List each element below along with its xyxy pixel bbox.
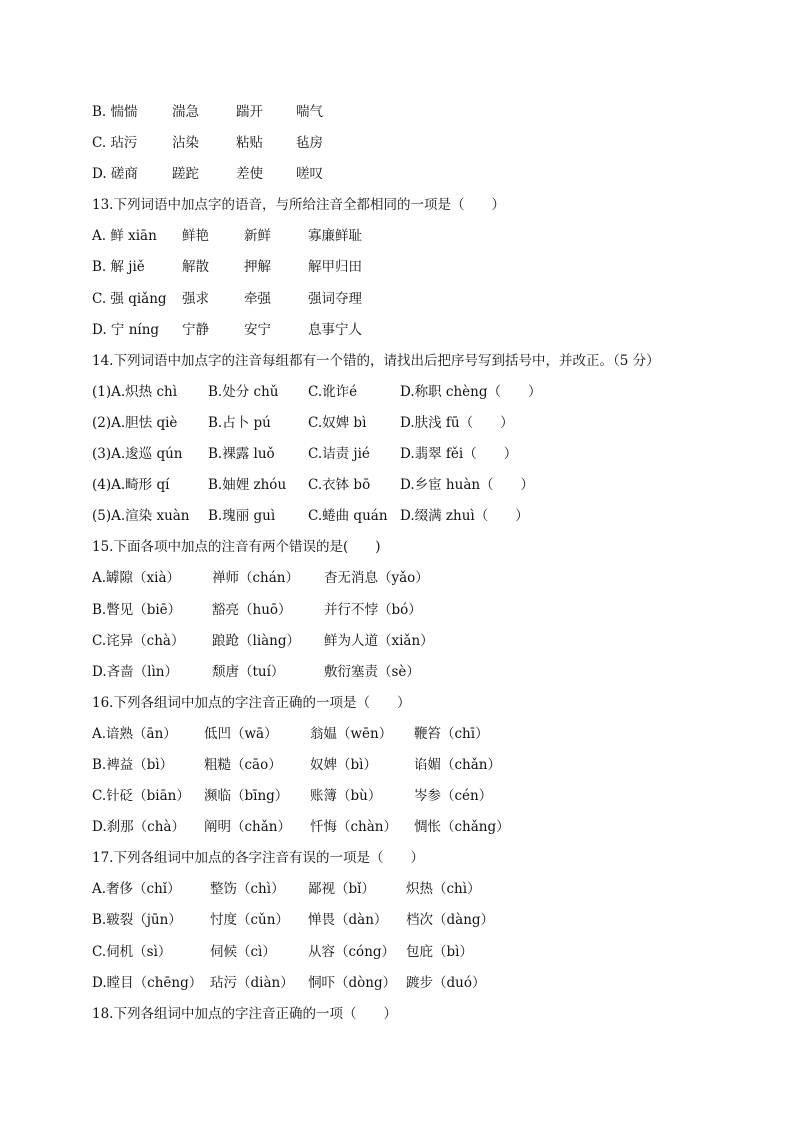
document-content: [92, 97, 742, 1030]
option-cell: B.占卜 pú: [208, 414, 271, 431]
option-cell: C.讹诈é: [308, 383, 358, 400]
question-text: 17.下列各组词中加点的各字注音有误的一项是（ ）: [92, 850, 424, 867]
option-cell: C.衣钵 bō: [308, 477, 371, 494]
option-cell: 低凹（wā）: [204, 725, 278, 742]
option-cell: 踹开: [236, 104, 263, 120]
option-line: [92, 595, 742, 626]
option-cell: D.称职 chèng（ ）: [400, 383, 542, 400]
option-cell: 鲜为人道（xiǎn）: [324, 632, 434, 649]
option-cell: 解甲归田: [308, 259, 362, 276]
option-cell: 牵强: [244, 290, 271, 307]
option-line: [92, 315, 742, 346]
option-cell: 炽热（chì）: [406, 881, 481, 898]
option-cell: (2)A.胆怯 qiè: [92, 414, 178, 431]
option-cell: 账簿（bù）: [310, 788, 382, 805]
option-cell: 蹉跎: [172, 166, 199, 183]
option-cell: 宁静: [182, 321, 209, 338]
option-cell: (1)A.炽热 chì: [92, 383, 178, 400]
option-cell: A. 鲜 xiān: [92, 228, 157, 245]
option-line: [92, 657, 742, 688]
option-cell: 阐明（chǎn）: [204, 819, 291, 836]
option-line: [92, 626, 742, 657]
option-line: [92, 563, 742, 594]
option-cell: A.奢侈（chǐ）: [92, 881, 181, 898]
option-cell: 奴婢（bì）: [310, 756, 377, 773]
option-line: [92, 874, 742, 905]
option-cell: 毡房: [296, 135, 323, 152]
option-cell: B.瞥见（biē）: [92, 601, 182, 618]
option-cell: 息事宁人: [308, 321, 362, 338]
option-line: [92, 470, 742, 501]
option-cell: B.处分 chǔ: [208, 383, 279, 400]
option-cell: B. 惴惴: [92, 104, 138, 120]
option-cell: 差使: [236, 166, 263, 183]
option-cell: C.诧异（chà）: [92, 632, 185, 649]
option-cell: 谄媚（chǎn）: [414, 756, 501, 773]
option-line: [92, 284, 742, 315]
option-cell: 档次（dàng）: [406, 912, 495, 929]
option-cell: 整饬（chì）: [210, 881, 285, 898]
option-cell: 翁媪（wēn）: [310, 725, 393, 742]
question-stem: [92, 532, 742, 563]
option-cell: B.妯娌 zhóu: [208, 477, 287, 494]
option-line: [92, 781, 742, 812]
option-cell: 杳无消息（yǎo）: [324, 570, 429, 587]
option-line: [92, 159, 742, 190]
option-cell: D.乡宦 huàn（ ）: [400, 477, 535, 494]
option-cell: 湍急: [172, 104, 199, 120]
option-cell: 鲜艳: [182, 228, 209, 245]
option-line: [92, 221, 742, 252]
option-cell: 恫吓（dòng）: [308, 974, 397, 991]
option-cell: 从容（cóng）: [308, 943, 396, 960]
option-cell: A.谙熟（ān）: [92, 725, 177, 742]
option-cell: 强求: [182, 290, 209, 307]
option-line: [92, 128, 742, 159]
option-cell: 嗟叹: [296, 166, 323, 183]
option-cell: 包庇（bì）: [406, 943, 473, 960]
question-text: 13.下列词语中加点字的语音，与所给注音全都相同的一项是（ ）: [92, 197, 505, 214]
option-line: [92, 501, 742, 532]
option-cell: D.肤浅 fū（ ）: [400, 414, 514, 431]
option-line: [92, 97, 742, 128]
option-cell: 玷污（diàn）: [210, 974, 294, 991]
option-cell: C. 玷污: [92, 135, 138, 152]
option-cell: A.罅隙（xià）: [92, 570, 181, 587]
option-cell: 伺候（cì）: [210, 943, 276, 960]
question-text: 18.下列各组词中加点的字注音正确的一项（ ）: [92, 1005, 397, 1022]
option-cell: 粗糙（cāo）: [204, 756, 282, 773]
option-cell: 敷衍塞责（sè）: [324, 663, 420, 680]
option-cell: 颓唐（tuí）: [212, 663, 285, 680]
option-cell: 禅师（chán）: [212, 570, 299, 587]
option-cell: 踉跄（liàng）: [212, 632, 301, 649]
question-stem: [92, 843, 742, 874]
option-cell: B.瑰丽 guì: [208, 508, 276, 525]
option-line: [92, 719, 742, 750]
option-cell: B.裨益（bì）: [92, 756, 174, 773]
option-cell: B.裸露 luǒ: [208, 446, 275, 463]
option-cell: 濒临（bīng）: [204, 788, 289, 805]
option-line: [92, 812, 742, 843]
option-line: [92, 252, 742, 283]
option-cell: D.缀满 zhuì（ ）: [400, 508, 529, 525]
option-cell: 沾染: [172, 135, 199, 152]
option-cell: 粘贴: [236, 135, 263, 152]
option-cell: D.刹那（chà）: [92, 819, 185, 836]
option-cell: 鄙视（bǐ）: [308, 881, 375, 898]
question-stem: [92, 190, 742, 221]
option-line: [92, 905, 742, 936]
question-text: 16.下列各组词中加点的字注音正确的一项是（ ）: [92, 694, 411, 711]
option-cell: 惮畏（dàn）: [308, 912, 388, 929]
option-cell: D. 磋商: [92, 166, 138, 183]
option-cell: 豁亮（huō）: [212, 601, 292, 618]
option-cell: 忏悔（chàn）: [310, 819, 397, 836]
option-cell: B. 解 jiě: [92, 259, 145, 276]
option-cell: 鞭笞（chī）: [414, 725, 489, 742]
option-line: [92, 937, 742, 968]
option-line: [92, 377, 742, 408]
option-cell: 忖度（cǔn）: [210, 912, 289, 929]
option-cell: D. 宁 níng: [92, 321, 160, 338]
option-cell: 强词夺理: [308, 290, 362, 307]
option-cell: C.诘责 jié: [308, 446, 370, 463]
option-cell: D.吝啬（lìn）: [92, 663, 178, 680]
option-cell: C.针砭（biān）: [92, 788, 190, 805]
option-cell: 解散: [182, 259, 209, 276]
option-cell: D.瞠目（chēng）: [92, 974, 203, 991]
question-stem: [92, 346, 742, 377]
option-cell: B.皲裂（jūn）: [92, 912, 182, 929]
option-cell: 喘气: [296, 104, 323, 120]
option-cell: C. 强 qiǎng: [92, 290, 167, 307]
option-cell: 押解: [244, 259, 271, 276]
option-cell: C.奴婢 bì: [308, 414, 367, 431]
option-cell: C.蜷曲 quán: [308, 508, 388, 525]
question-text: 14.下列词语中加点字的注音每组都有一个错的，请找出后把序号写到括号中，并改正。（5 分）: [92, 352, 660, 369]
option-cell: 新鲜: [244, 228, 271, 245]
option-cell: C.伺机（sì）: [92, 943, 172, 960]
option-line: [92, 408, 742, 439]
option-cell: 安宁: [244, 321, 271, 338]
option-cell: (5)A.渲染 xuàn: [92, 508, 190, 525]
question-stem: [92, 688, 742, 719]
option-cell: 惆怅（chǎng）: [414, 819, 510, 836]
option-line: [92, 439, 742, 470]
option-line: [92, 968, 742, 999]
question-stem: [92, 999, 742, 1030]
question-text: 15.下面各项中加点的注音有两个错误的是( ): [92, 539, 381, 556]
option-cell: (3)A.逡巡 qún: [92, 446, 183, 463]
option-cell: D.翡翠 fěi（ ）: [400, 446, 518, 463]
option-cell: 岑参（cén）: [414, 788, 493, 805]
option-cell: 并行不悖（bó）: [324, 601, 422, 618]
option-cell: 寡廉鲜耻: [308, 228, 362, 245]
option-cell: 踱步（duó）: [406, 974, 486, 991]
option-cell: (4)A.畸形 qí: [92, 477, 170, 494]
option-line: [92, 750, 742, 781]
